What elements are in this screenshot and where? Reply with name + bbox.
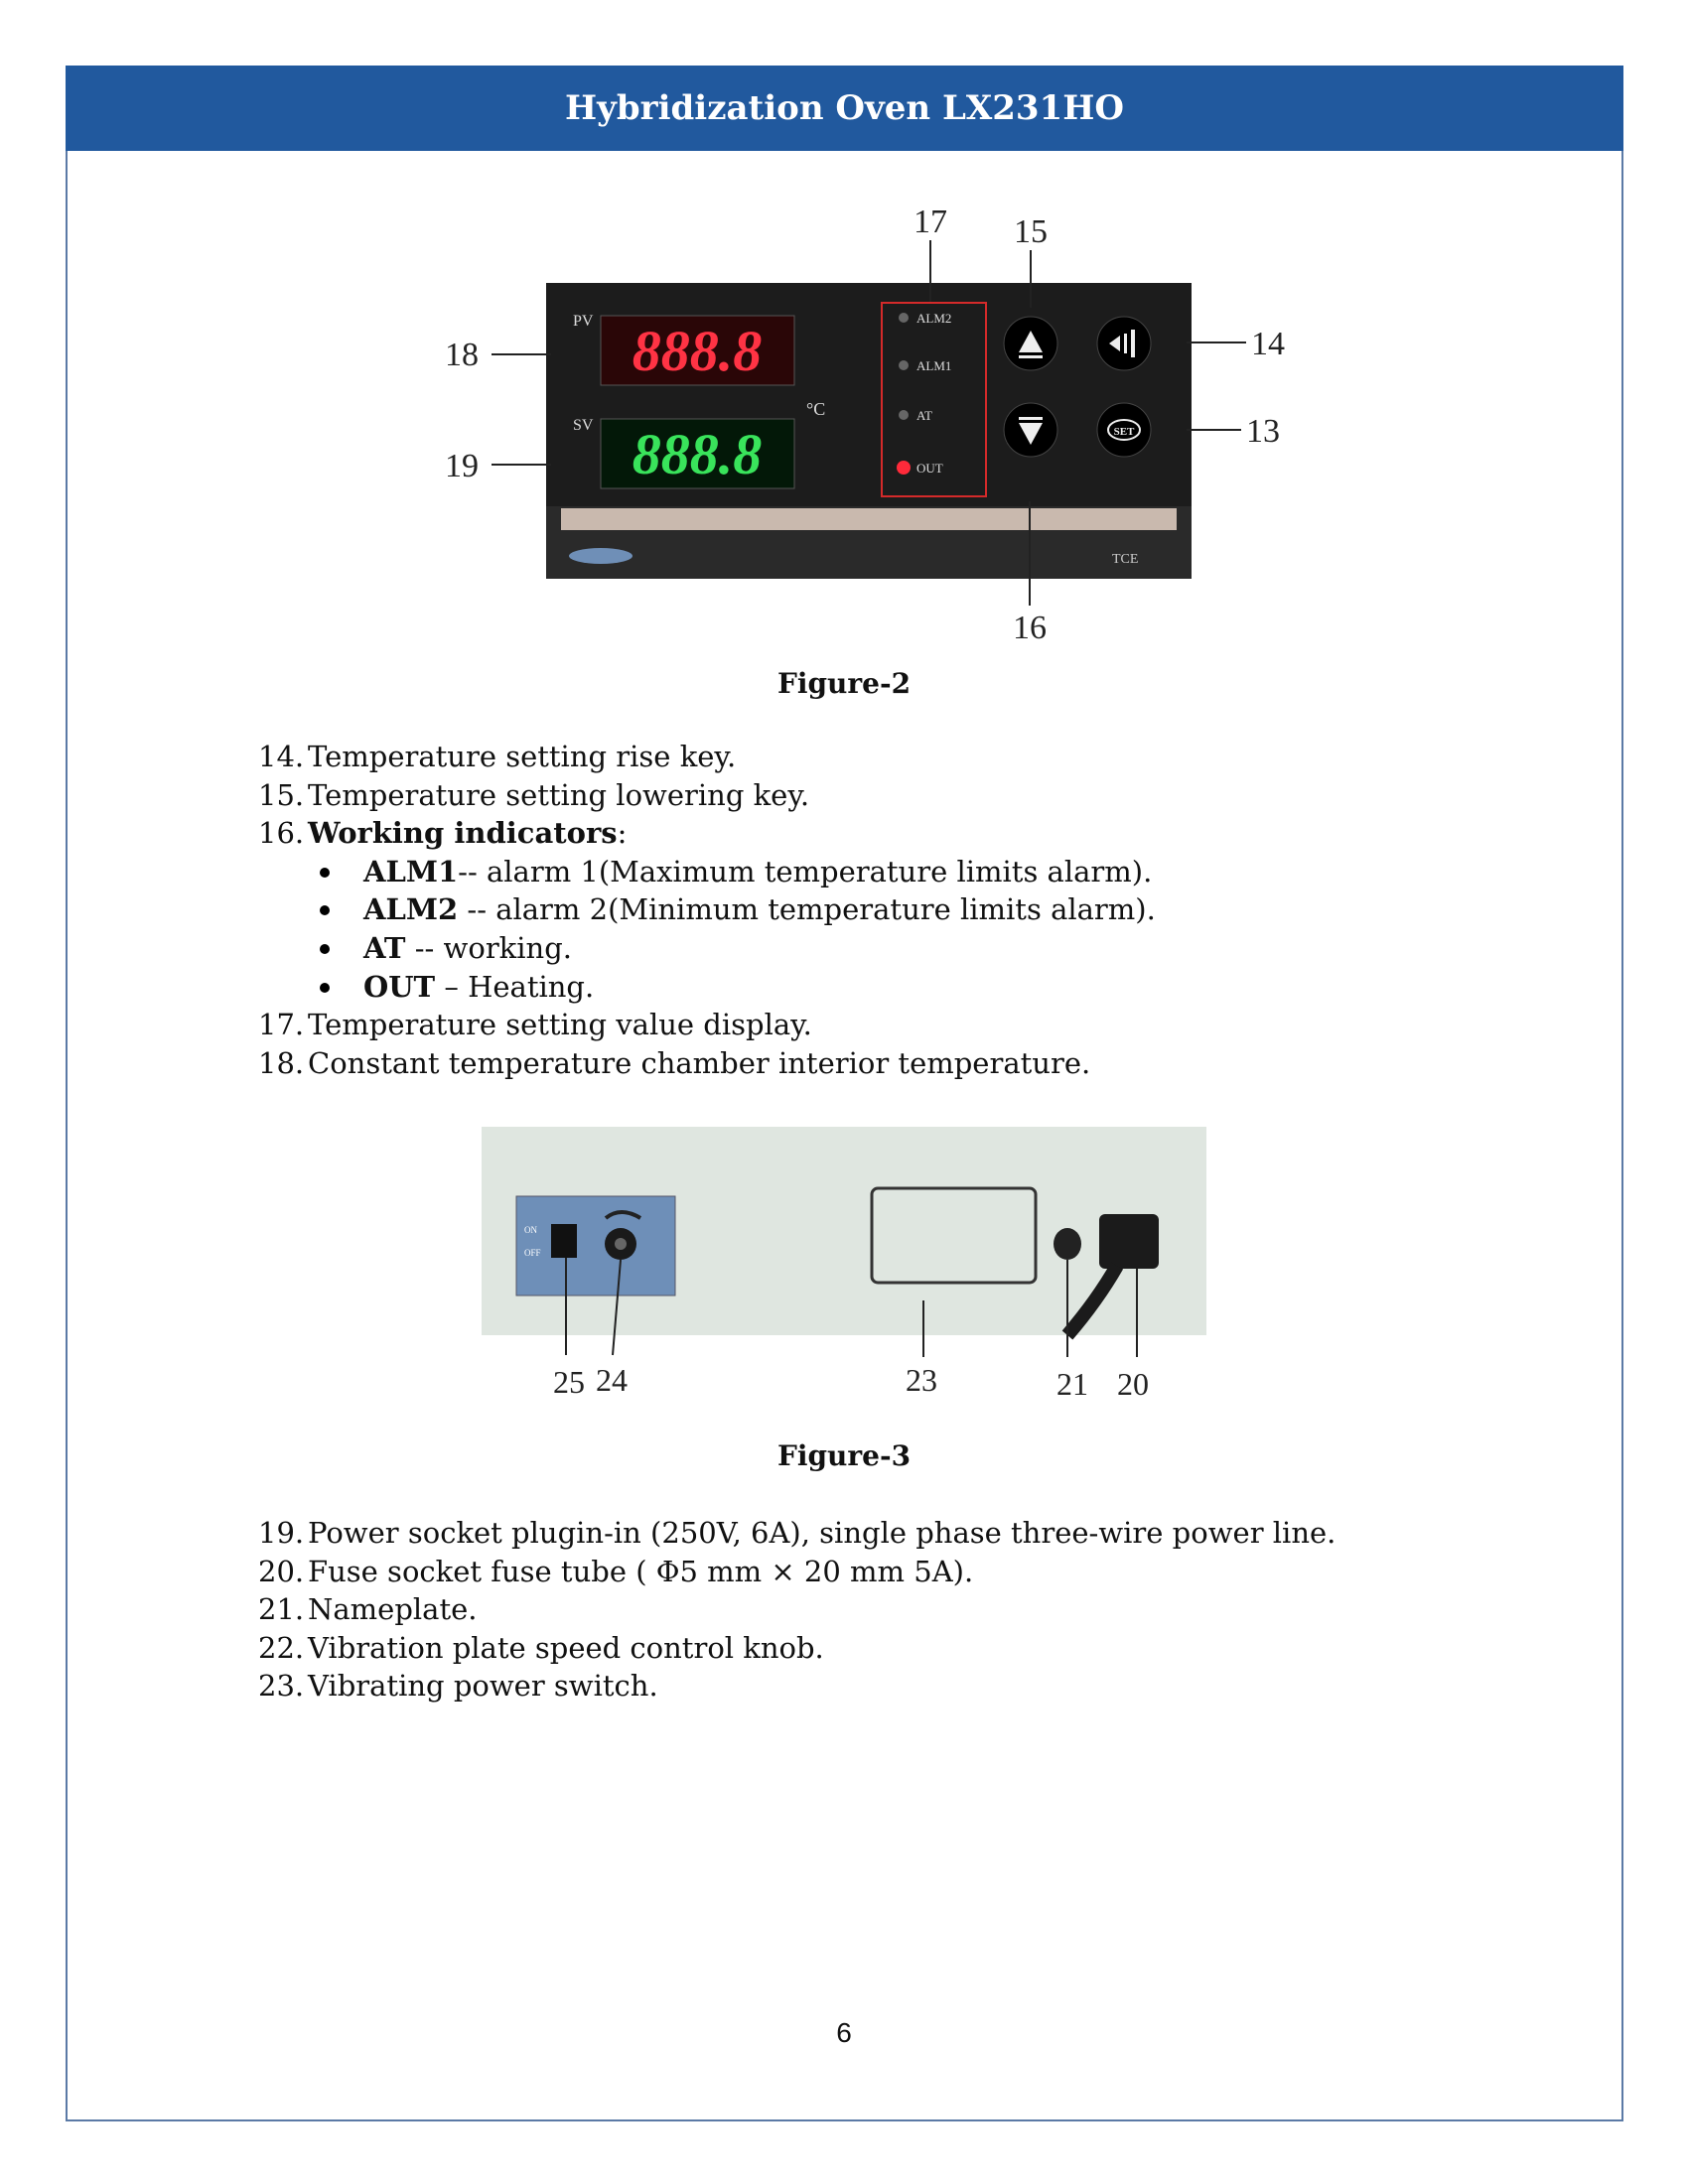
callout-20: 20 [1117, 1366, 1149, 1402]
switch-plate [516, 1196, 675, 1296]
indicator-at: AT [916, 408, 932, 423]
alm2-led [899, 313, 909, 323]
list-item-19: 19. Power socket plugin-in (250V, 6A), single phase three-wire power line. [258, 1516, 1336, 1550]
out-led [897, 461, 911, 475]
rear-panel-list [258, 1514, 1336, 1706]
bullet-out: OUT – Heating. [258, 968, 1156, 1007]
alm1-led [899, 360, 909, 370]
list-item-20: 20. Fuse socket fuse tube ( Φ5 mm × 20 mm 5A). [258, 1554, 974, 1588]
at-led [899, 410, 909, 420]
figure-3-rear-panel [482, 1127, 1216, 1415]
callout-18: 18 [445, 337, 479, 373]
indicator-alm2: ALM2 [916, 311, 952, 326]
callout-25: 25 [553, 1364, 585, 1400]
callout-16: 16 [1013, 610, 1047, 646]
callout-14: 14 [1251, 326, 1285, 362]
power-socket [1099, 1214, 1159, 1269]
list-item-14: 14. Temperature setting rise key. [258, 740, 737, 773]
header-title: Hybridization Oven LX231HO [565, 88, 1124, 128]
callout-23: 23 [906, 1362, 937, 1398]
vibrating-power-switch[interactable] [551, 1224, 577, 1258]
figure-2-controller-panel [417, 199, 1311, 655]
bullet-alm1: ALM1-- alarm 1(Maximum temperature limits alarm). [258, 853, 1156, 891]
list-item-23: 23. Vibrating power switch. [258, 1669, 658, 1704]
set-key-label: SET [1113, 426, 1135, 438]
brand-logo [569, 548, 633, 564]
unit-label: °C [806, 399, 826, 419]
bullet-at: AT -- working. [258, 929, 1156, 968]
callout-13: 13 [1246, 413, 1280, 450]
page-number: 6 [836, 2017, 852, 2048]
indicator-alm1: ALM1 [916, 358, 952, 373]
sv-label: SV [573, 417, 594, 434]
set-key[interactable] [1097, 403, 1151, 457]
panel-strip [561, 508, 1177, 530]
figure-2-caption: Figure-2 [776, 667, 912, 700]
sv-value: 888.8 [632, 422, 763, 486]
callout-24: 24 [596, 1362, 628, 1398]
rise-key[interactable] [1004, 317, 1057, 370]
lowering-key[interactable] [1004, 403, 1057, 457]
figure-3-caption: Figure-3 [776, 1439, 912, 1472]
list-item-15: 15. Temperature setting lowering key. [258, 777, 810, 812]
indicator-list [258, 738, 1156, 1082]
bullet-alm2: ALM2 -- alarm 2(Minimum temperature limits alarm). [258, 890, 1156, 929]
list-item-17: 17. Temperature setting value display. [258, 1008, 812, 1042]
list-item-16: 16. Working indicators: [258, 816, 628, 851]
list-item-21: 21. Nameplate. [258, 1592, 478, 1627]
callout-15: 15 [1014, 213, 1048, 250]
indicator-out: OUT [916, 461, 943, 476]
page-header [66, 66, 1623, 151]
shift-key[interactable] [1097, 317, 1151, 370]
pv-label: PV [573, 313, 594, 330]
callout-17: 17 [914, 204, 947, 240]
callout-19: 19 [445, 448, 479, 484]
fuse-socket [1054, 1228, 1081, 1260]
list-item-22: 22. Vibration plate speed control knob. [258, 1630, 824, 1665]
callout-21: 21 [1056, 1366, 1088, 1402]
switch-off-label: OFF [524, 1248, 541, 1258]
pv-value: 888.8 [632, 319, 763, 383]
switch-on-label: ON [524, 1225, 537, 1235]
brand-tag: TCE [1112, 552, 1139, 567]
list-item-18: 18. Constant temperature chamber interior temperature. [258, 1045, 1091, 1080]
